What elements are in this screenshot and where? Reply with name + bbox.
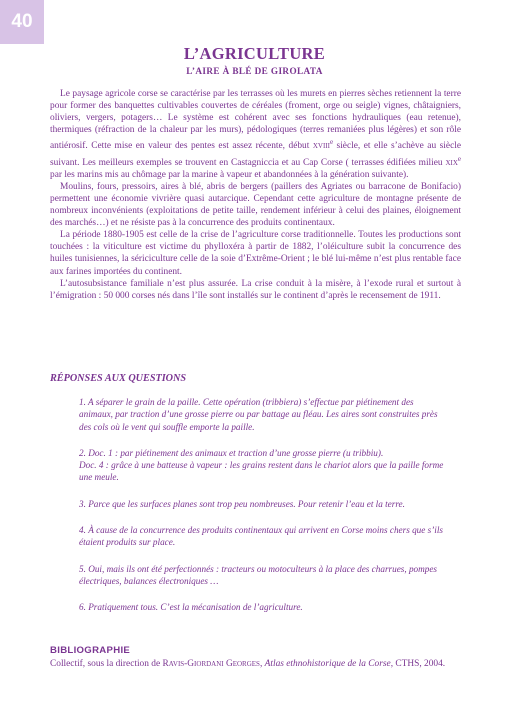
answers-heading: RÉPONSES AUX QUESTIONS: [50, 373, 187, 384]
answer-4: 4. À cause de la concurrence des produits continentaux qui arrivent en Corse moins chers que s’ils étaient produits sur place.: [79, 525, 443, 548]
body-text: [50, 88, 461, 302]
answer-2: 2. Doc. 1 : par piétinement des animaux et traction d’une grosse pierre (u tribbiu).: [79, 447, 384, 458]
answer-1: 1. A séparer le grain de la paille. Cette opération (tribbiera) s’effectue par piétinement des animaux, par traction d’une grosse pierre ou par battage au fléau. Les aires sont construites près des cols où le vent qui souffle emporte la paille.: [79, 397, 438, 432]
bibliography-work: Atlas ethnohistorique de la Corse: [264, 659, 391, 669]
paragraph-1: Le paysage agricole corse se caractérise par les terrasses où les murets en pierres sèches retiennent la terre pour former des banquettes cultivables couvertes de céréales (froment, orge ou seigle) vignes, châtaigniers, oliviers, vergers, potagers… Le système est cohérent avec ses fonctions hydrauliques (eau retenue), thermiques (réfraction de la chaleur par les murs), pédologiques (terres remaniées plus légères) et son rôle antiérosif. Cette mise en valeur des pentes est assez récente, début XVIIIe siècle, et elle s’achève au siècle suivant. Les meilleurs exemples se trouvent en Castagniccia et au Cap Corse ( terrasses édifiées milieu XIXe par les marins mis au chômage par la marine à vapeur et abandonnées à la génération suivante).: [50, 89, 461, 180]
page-number: 40: [0, 0, 44, 44]
page-subtitle: L’AIRE À BLÉ DE GIROLATA: [186, 66, 323, 76]
answer-6: 6. Pratiquement tous. C’est la mécanisation de l’agriculture.: [79, 602, 303, 613]
bibliography-author: Ravis-Giordani Georges: [162, 659, 260, 669]
answer-5: 5. Oui, mais ils ont été perfectionnés : tracteurs ou motoculteurs à la place des charrues, pompes électriques, balances électroniques …: [79, 563, 438, 586]
bibliography-entry: Collectif, sous la direction de Ravis-Giordani Georges, Atlas ethnohistorique de la Corse, CTHS, 2004.: [50, 659, 446, 669]
answer-3: 3. Parce que les surfaces planes sont trop peu nombreuses. Pour retenir l’eau et la terre.: [79, 498, 405, 509]
bibliography-heading: BIBLIOGRAPHIE: [50, 645, 131, 656]
answers-list: [79, 396, 449, 628]
page-title: L’AGRICULTURE: [183, 44, 326, 63]
paragraph-4: L’autosubsistance familiale n’est plus assurée. La crise conduit à la misère, à l’exode rural et surtout à l’émigration : 50 000 corses nés dans l’île sont installés sur le continent d’après le recensement de 1911.: [50, 278, 461, 301]
paragraph-3: La période 1880-1905 est celle de la crise de l’agriculture corse traditionnelle. Toutes les productions sont touchées : la viticulture est victime du phylloxéra à partir de 1882, l’oléiculture subit la concurrence des huiles tunisiennes, la sériciculture celle de la soie d’Extrême-Orient ; le blé lui-même n’est plus rentable face aux farines importées du continent.: [50, 230, 461, 277]
paragraph-2: Moulins, fours, pressoirs, aires à blé, abris de bergers (paillers des Agriates ou barracone de Bonifacio) permettent une économie vivrière quasi autarcique. Cependant cette agriculture de montagne présente de nombreux inconvénients (exploitations de petite taille, rendement inférieur à celui des plaines, éloignement des marchés…) et ne résiste pas à la concurrence des produits continentaux.: [50, 181, 461, 229]
answer-2-doc4: Doc. 4 : grâce à une batteuse à vapeur : les grains restent dans le chariot alors que la paille forme une meule.: [79, 460, 444, 483]
